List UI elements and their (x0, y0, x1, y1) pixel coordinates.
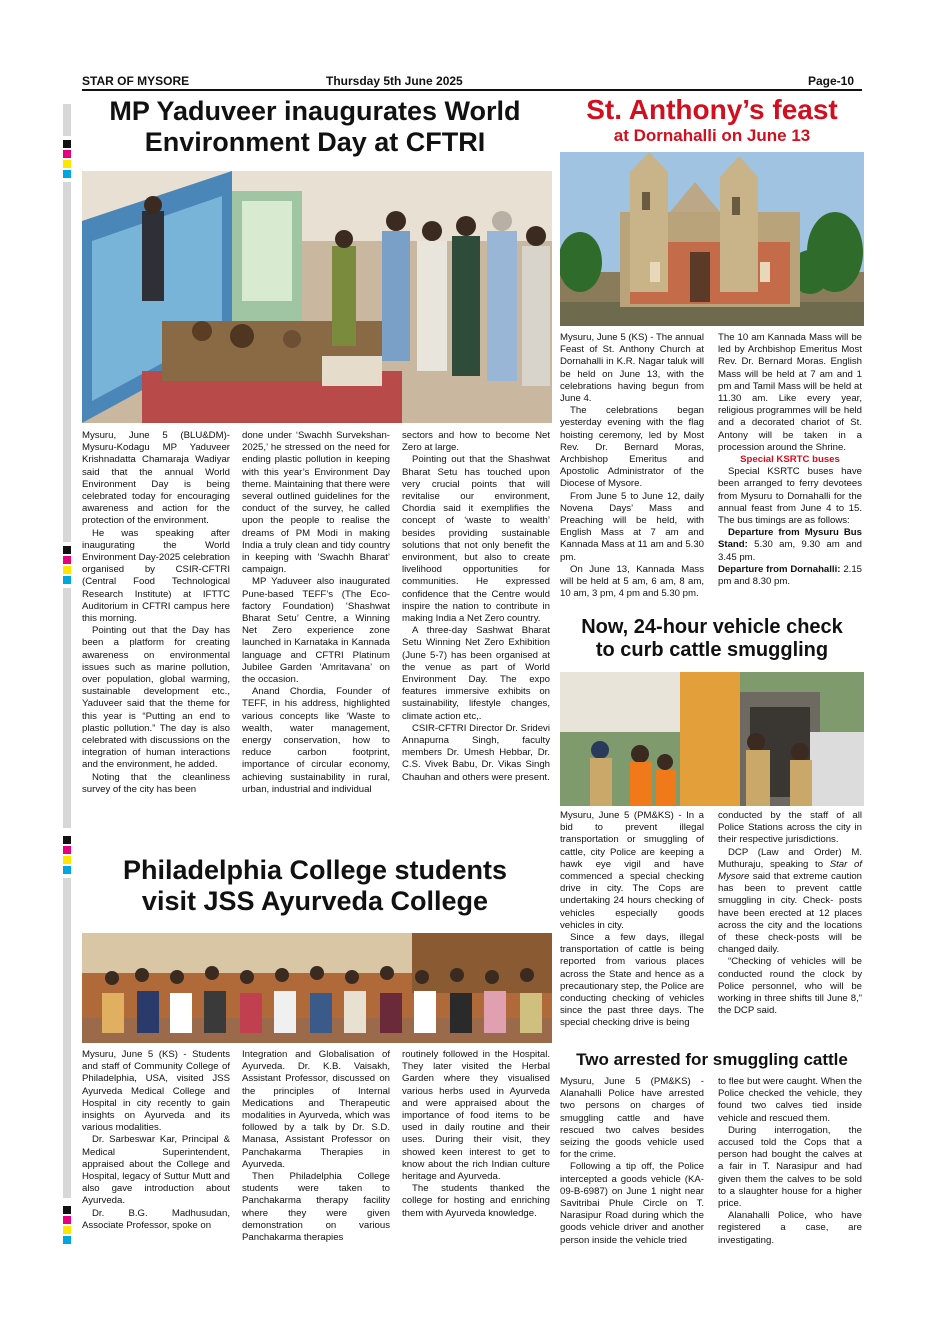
story4-headline (80, 855, 550, 917)
story4-column-2 (242, 1049, 390, 1244)
story1-col2-para1: done under ‘Swachh Survekshan-2025,’ he stressed on the need for ending plastic pollution in keeping with this year’s Environment Day theme. Maintaining that there were several outlined guidelines for the conduct of the survey, he called upon the people to realise the dreams of PM Modi in making India a truly clean and tidy country in keeping with ‘Swachh Bharat’ campaign. (242, 430, 390, 576)
story5-headline: Two arrested for smuggling cattle (576, 1050, 848, 1069)
story1-col1-para3: Pointing out that the Day has been a platform for creating awareness on environmental issues such as marine pollution, over population, global warming, sustainable development etc., Yaduveer said that the theme for this year is “Putting an end to plastic pollution.” The day is also celebrated with discussions on the integration of human interactions and the environment, he added. (82, 625, 230, 771)
church-illustration (560, 152, 864, 326)
story5-column-2 (718, 1076, 862, 1247)
story2-headline-line2: at Dornahalli on June 13 (613, 126, 811, 146)
story2-col1-para4: On June 13, Kannada Mass will be held at 5 am, 6 am, 8 am, 10 am, 3 pm, 4 pm and 5.30 pm. (560, 563, 704, 600)
story3-col2-para2-post: said that extreme caution has been to prevent cattle smuggling in city. Check- posts have been erected at 12 places across the city and the locations of these check-posts will be changed daily. (718, 871, 862, 956)
story3-col2-para2-paper: Star of Mysore (718, 858, 862, 883)
story1-column-1 (82, 430, 230, 796)
story1-col1-para2: He was speaking after inaugurating the World Environment Day-2025 celebration organised by CSIR-CFTRI (Central Food Technological Research Institute) at IFTTC Auditorium in CFTRI campus here this morning. (82, 527, 230, 625)
story2-departure1-times: 5.30 am, 9.30 am and 3.45 pm. (718, 539, 862, 563)
page-number: Page-10 (808, 74, 855, 88)
story3-col2-para2-pre: DCP (Law and Order) M. Muthuraju, speaking to (718, 846, 862, 870)
story4-col1-para3: Dr. B.G. Madhusudan, Associate Professor, spoke on (82, 1207, 230, 1231)
story2-col1-para1: Mysuru, June 5 (KS) - The annual Feast of St. Anthony Church at Dornahalli in K.R. Nagar taluk will be held on June 13, with the celebrations having begun from June 4. (560, 332, 704, 405)
story3-col1-para1: Mysuru, June 5 (PM&KS) - In a bid to prevent illegal transportation or smuggling of cattle, city Police are keeping a hawk eye vigil and have commenced a special checking drive in city. The Cops are undertaking 24 hours checking of vehicles especially goods vehicles in city. (560, 810, 704, 931)
police-checking-illustration (560, 672, 864, 806)
story1-headline-line1: MP Yaduveer inaugurates World (109, 96, 521, 126)
story1-col3-para3: A three-day Sashwat Bharat Setu Winning Net Zero Exhibition (June 5-7) has been organised at the venue as part of World Environment Day. The expo features immersive exhibits on sustainability, lifestyle changes, climate action etc,. (402, 625, 550, 722)
story3-col1-para2: Since a few days, illegal transportation of cattle is being reported from various places across the State and hence as a precautionary step, the Police are conducting checking of vehicles since the past three days. The special checking drive is being (560, 932, 704, 1029)
margin-bar-4 (63, 878, 71, 1198)
story4-column-1 (82, 1049, 230, 1232)
story3-headline-line1: Now, 24-hour vehicle check (581, 616, 843, 638)
story1-headline (80, 96, 550, 158)
story1-col2-para3: Anand Chordia, Founder of TEFF, in his address, highlighted various concepts like ‘Waste to wealth, water management, energy conservation, how to reduce carbon footprint, importance of circular economy, achieving sustainability in rural, urban, industrial and individual (242, 686, 390, 795)
masthead-name: STAR OF MYSORE (82, 74, 190, 88)
story4-headline-line1: Philadelphia College students (122, 855, 508, 885)
story4-col2-para2: Then Philadelphia College students were taken to Panchakarma therapy facility where they were given demonstration on various Panchakarma therapies (242, 1171, 390, 1244)
story1-col3-para2: Pointing out that the Shashwat Bharat Setu has touched upon very crucial points that will revitalise our environment, Chordia said it exemplifies the concept of ‘waste to wealth’ besides providing sustainable solutions that not only benefit the environment, but also to create livelihood opportunities for communities. He expressed confidence that the Centre would inspire the nation to contribute in making India a Net Zero country. (402, 454, 550, 625)
margin-bar-2 (63, 182, 71, 542)
exhibition-illustration (82, 171, 552, 423)
story2-col1-para3: From June 5 to June 12, daily Novena Days’ Mass and Preaching will be held, with English Mass at 7 am and Kannada Mass at 11 am and 5.30 pm. (560, 490, 704, 563)
story2-col1-para2: The celebrations began yesterday evening with the flag hoisting ceremony, led by Most Rev. Dr. Bernard Moras, Archbishop Emeritus and Apostolic Administrator of the Diocese of Mysore. (560, 405, 704, 490)
story3-col2-para2 (718, 847, 862, 957)
story4-headline-line2: visit JSS Ayurveda College (141, 886, 489, 917)
story5-col1-para2: Following a tip off, the Police intercepted a goods vehicle (KA-09-B-6987) on June 1 night near Savitribai Phule Circle on T. Narasipur Road during which the goods vehicle driver and another person inside the vehicle tried (560, 1161, 704, 1246)
story1-col3-para4: CSIR-CFTRI Director Dr. Sridevi Annapurna Singh, faculty members Dr. Umesh Hebbar, Dr. C.S. Vivek Babu, Dr. Vikas Singh Chauhan and others were present. (402, 722, 550, 783)
story2-photo-church (560, 152, 864, 326)
story2-col2-para1: The 10 am Kannada Mass will be led by Archbishop Emeritus Most Rev. Dr. Bernard Moras. English Mass will be held at 7 am and 1 pm and Tamil Mass will be held at 11.30 am. Like every year, religious programmes will be held and a decorated chariot of St. Antony will be taken in a procession around the Shrine. (718, 332, 862, 453)
story3-headline (558, 616, 866, 662)
story2-column-1 (560, 332, 704, 600)
story3-photo-vehicle-check (560, 672, 864, 806)
story4-col3-para2: The students thanked the college for hosting and enriching them with Ayurveda knowledge. (402, 1183, 550, 1219)
story1-column-2 (242, 430, 390, 796)
story1-column-3 (402, 430, 550, 784)
story2-departure2-label: Departure from Dornahalli: (718, 563, 841, 575)
margin-bar-3 (63, 588, 71, 828)
story4-col1-para2: Dr. Sarbeswar Kar, Principal & Medical Superintendent, appraised about the College and Hospital, legacy of Suttur Mutt and also gave introduction about Ayurveda. (82, 1134, 230, 1207)
story3-headline-line2: to curb cattle smuggling (595, 639, 829, 661)
group-photo-illustration (82, 933, 552, 1043)
story3-col2-para3: “Checking of vehicles will be conducted round the clock by Police personnel, who will be working in three shifts till June 8,” the DCP said. (718, 956, 862, 1017)
story3-column-1 (560, 810, 704, 1030)
story4-column-3 (402, 1049, 550, 1220)
story1-col1-para4: Noting that the cleanliness survey of the city has been (82, 771, 230, 795)
story4-photo-group (82, 933, 552, 1043)
story4-col1-para1: Mysuru, June 5 (KS) - Students and staff of Community College of Philadelphia, USA, visited JSS Ayurveda Medical College and Hospital in city recently to gain insights on Ayurveda and its various modalities. (82, 1049, 230, 1134)
story1-col3-para1: sectors and how to become Net Zero at large. (402, 430, 550, 454)
story5-col2-para2: During interrogation, the accused told the Cops that a person had bought the calves at a fair in T. Narasipur and had given them the calves to be sold to a slaughter house for a higher price. (718, 1124, 862, 1210)
story5-col2-para3: Alanahalli Police, who have registered a case, are investigating. (718, 1210, 862, 1246)
story3-col2-para1: conducted by the staff of all Police Stations across the city in their respective jurisdictions. (718, 810, 862, 846)
story1-photo-exhibition (82, 171, 552, 423)
story5-column-1 (560, 1076, 704, 1247)
story2-departure2-times: 2.15 pm and 8.30 pm. (718, 563, 862, 588)
story2-col2-para2: Special KSRTC buses have been arranged to ferry devotees from Mysuru to Dornahalli for the annual feast from June 4 to 15. The bus timings are as follows: (718, 466, 862, 527)
story1-headline-line2: Environment Day at CFTRI (144, 127, 486, 158)
header-rule (82, 89, 862, 91)
story2-column-2 (718, 332, 862, 588)
story3-column-2 (718, 810, 862, 1017)
story2-headline-line1: St. Anthony’s feast (586, 94, 838, 125)
margin-bar-top (63, 104, 71, 136)
story1-col1-para1: Mysuru, June 5 (BLU&DM)-Mysuru-Kodagu MP Yaduveer Krishnadatta Chamaraja Wadiyar said that the annual World Environment Day is being celebrated today for encouraging awareness and action for the protection of the environment. (82, 430, 230, 527)
story4-col3-para1: routinely followed in the Hospital. They later visited the Herbal Garden where they visualised various herbs used in Ayurveda and were appraised about the importance of food items to be used in daily routine and their uses. During their visit, they showed keen interest to get to know about the rich Indian culture heritage and Ayurveda. (402, 1049, 550, 1183)
story4-col2-para1: Integration and Globalisation of Ayurveda. Dr. K.B. Vaisakh, Assistant Professor, discussed on the principles of Internal Medications and Therapeutic modalities in Ayurveda, which was followed by a talk by Dr. S.D. Manasa, Assistant Professor on Panchakarma Therapies in Ayurveda. (242, 1049, 390, 1170)
story5-col1-para1: Mysuru, June 5 (PM&KS) - Alanahalli Police have arrested two persons on charges of smuggling cattle and have rescued two calves besides seizing the goods vehicle used for the crime. (560, 1076, 704, 1161)
story2-headline (558, 94, 866, 146)
story2-departure1-label: Departure from Mysuru Bus Stand: (718, 527, 862, 551)
story5-col2-para1: to flee but were caught. When the Police checked the vehicle, they found two calves tied inside vehicle and rescued them. (718, 1076, 862, 1124)
masthead-date: Thursday 5th June 2025 (326, 74, 463, 88)
story1-col2-para2: MP Yaduveer also inaugurated Pune-based TEFF’s (The Eco-factory Foundation) ‘Shashwat Bharat Setu’ Centre, a Winning Net Zero experience zone launched in Karnataka in Kannada language and CFTRI Platinum Jubilee Garden ‘Amritavana’ on the occasion. (242, 576, 390, 686)
story2-subhead: Special KSRTC buses (740, 454, 840, 466)
